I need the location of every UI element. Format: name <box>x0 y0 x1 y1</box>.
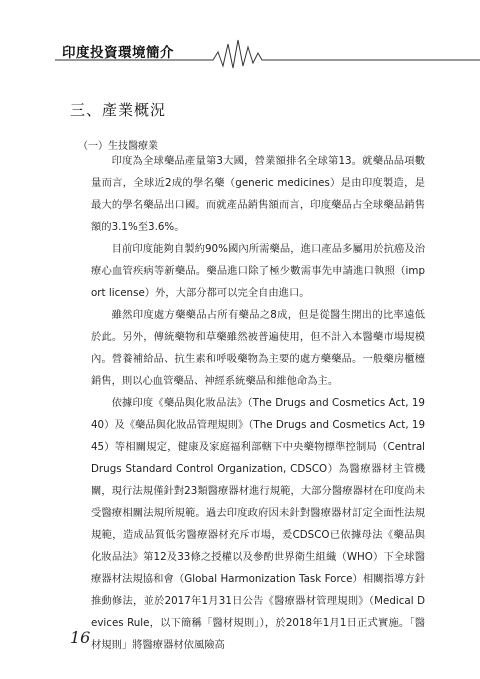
paragraph: 印度為全球藥品產量第3大國，營業額排名全球第13。就藥品品項數量而言，全球近2成的學名藥（generic medicines）是由印度製造，是最大的學名藥品出口國。而就產品銷售額而言，印度藥品占全球藥品銷售額的3.1%至3.6%。 <box>91 155 425 233</box>
page-number: 16 <box>70 628 91 647</box>
paragraph: 依據印度《藥品與化妝品法》（The Drugs and Cosmetics Act, 1940）及《藥品與化妝品管理規則》（The Drugs and Cosmetics Act, 1945）等相關規定，健康及家庭福利部轄下中央藥物標準控制局（Central Drugs Standard Control Organization, CDSCO）為醫療器材主管機關，現行法規僅針對23類醫療器材進行規範，大部分醫療器材在印度尚未受醫療相關法規所規範。過去印度政府因未針對醫療器材訂定全面性法規規範，造成品質低劣醫療器材充斥市場，爰CDSCO已依據母法《藥品與化妝品法》第12及33條之授權以及參酌世界衛生組織（WHO）下全球醫療器材法規協和會（Global Harmonization Task Force）相關指導方針推動修法，並於2017年1月31日公告《醫療器材管理規則》（Medical Devices Rule，以下簡稱「醫材規則」），於2018年1月1日正式實施。「醫材規則」將醫療器材依風險高 <box>91 397 425 651</box>
subsection-heading: （一）生技醫療業 <box>78 141 158 152</box>
section-heading: 三、產業概況 <box>70 101 167 119</box>
body-text <box>91 150 425 656</box>
running-header <box>0 33 480 69</box>
header-title: 印度投資環境簡介 <box>62 45 174 61</box>
paragraph: 目前印度能夠自製約90%國內所需藥品，進口產品多屬用於抗癌及治療心血管疾病等新藥品。藥品進口除了極少數需事先申請進口執照（import license）外，大部分都可以完全自由進口。 <box>91 243 425 299</box>
paragraph: 雖然印度處方藥藥品占所有藥品之8成，但是從醫生開出的比率遠低於此。另外，傳統藥物和草藥雖然被普遍使用，但不計入本醫藥市場規模內。營養補給品、抗生素和呼吸藥物為主要的處方藥藥品。一般藥房櫃檯銷售，則以心血管藥品、神經系統藥品和維他命為主。 <box>91 309 425 387</box>
